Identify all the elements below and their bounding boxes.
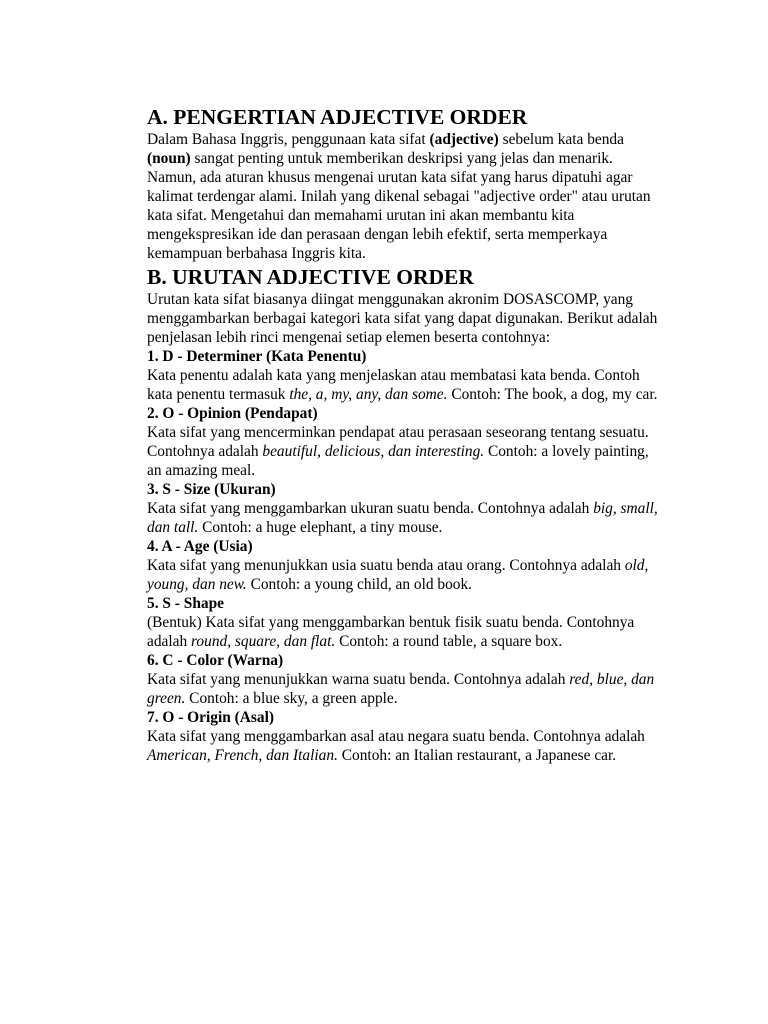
item-examples: big, small, dan tall. <box>147 500 658 536</box>
item-example-sentence: Contoh: a young child, an old book. <box>246 576 473 593</box>
item-example-sentence: Contoh: a huge elephant, a tiny mouse. <box>198 519 443 536</box>
item-examples: beautiful, delicious, dan interesting. <box>262 443 485 460</box>
item-heading-size: 3. S - Size (Ukuran) <box>147 481 276 498</box>
section-b-intro: Urutan kata sifat biasanya diingat menggunakan akronim DOSASCOMP, yang menggambarkan berbagai kategori kata sifat yang dapat digunakan. Berikut adalah penjelasan lebih rinci mengenai setiap elemen beserta contohnya: <box>147 291 658 346</box>
item-examples: round, square, dan flat. <box>191 633 336 650</box>
item-body-color <box>147 670 662 708</box>
item-examples: old, young, dan new. <box>147 557 649 593</box>
item-heading-age: 4. A - Age (Usia) <box>147 538 253 555</box>
item-body-origin <box>147 727 662 765</box>
item-text: Kata sifat yang menggambarkan asal atau negara suatu benda. Contohnya adalah <box>147 728 645 745</box>
section-a-text-1: Dalam Bahasa Inggris, penggunaan kata sifat <box>147 131 430 148</box>
item-heading-color: 6. C - Color (Warna) <box>147 652 284 669</box>
item-body-determiner <box>147 366 662 404</box>
item-example-sentence: Contoh: a round table, a square box. <box>335 633 563 650</box>
section-a-title: A. PENGERTIAN ADJECTIVE ORDER <box>147 105 528 129</box>
item-text: Kata sifat yang menunjukkan usia suatu benda atau orang. Contohnya adalah <box>147 557 625 574</box>
document-page <box>147 104 662 765</box>
item-heading-origin: 7. O - Origin (Asal) <box>147 709 274 726</box>
item-text: Kata sifat yang menggambarkan ukuran suatu benda. Contohnya adalah <box>147 500 594 517</box>
section-a-paragraph <box>147 130 662 263</box>
section-b-title: B. URUTAN ADJECTIVE ORDER <box>147 265 474 289</box>
item-heading-opinion: 2. O - Opinion (Pendapat) <box>147 405 318 422</box>
item-example-sentence: Contoh: an Italian restaurant, a Japanese car. <box>337 747 617 764</box>
item-examples: American, French, dan Italian. <box>147 747 338 764</box>
section-a-bold-noun: (noun) <box>147 150 191 167</box>
section-a-bold-adjective: (adjective) <box>429 131 499 148</box>
item-heading-determiner: 1. D - Determiner (Kata Penentu) <box>147 348 367 365</box>
item-body-opinion <box>147 423 662 480</box>
item-body-shape <box>147 613 662 651</box>
item-example-sentence: Contoh: a blue sky, a green apple. <box>185 690 398 707</box>
section-a-text-2: sebelum kata benda <box>498 131 624 148</box>
item-examples: the, a, my, any, dan some. <box>289 386 448 403</box>
item-text: Kata sifat yang mencerminkan pendapat atau perasaan seseorang tentang sesuatu. Contohnya adalah <box>147 424 649 460</box>
section-a-text-3: sangat penting untuk memberikan deskripsi yang jelas dan menarik. Namun, ada aturan khusus mengenai urutan kata sifat yang harus dipatuhi agar kalimat terdengar alami. Inilah yang dikenal sebagai "adjective order" atau urutan kata sifat. Mengetahui dan memahami urutan ini akan membantu kita mengekspresikan ide dan perasaan dengan lebih efektif, serta memperkaya kemampuan berbahasa Inggris kita. <box>147 150 651 262</box>
item-body-size <box>147 499 662 537</box>
item-text: (Bentuk) Kata sifat yang menggambarkan bentuk fisik suatu benda. Contohnya adalah <box>147 614 635 650</box>
item-examples: red, blue, dan green. <box>147 671 655 707</box>
item-text: Kata sifat yang menunjukkan warna suatu benda. Contohnya adalah <box>147 671 570 688</box>
item-text: Kata penentu adalah kata yang menjelaskan atau membatasi kata benda. Contoh kata penentu termasuk <box>147 367 640 403</box>
item-example-sentence: Contoh: The book, a dog, my car. <box>447 386 658 403</box>
item-heading-shape: 5. S - Shape <box>147 595 224 612</box>
item-example-sentence: Contoh: a lovely painting, an amazing meal. <box>147 443 649 479</box>
item-body-age <box>147 556 662 594</box>
